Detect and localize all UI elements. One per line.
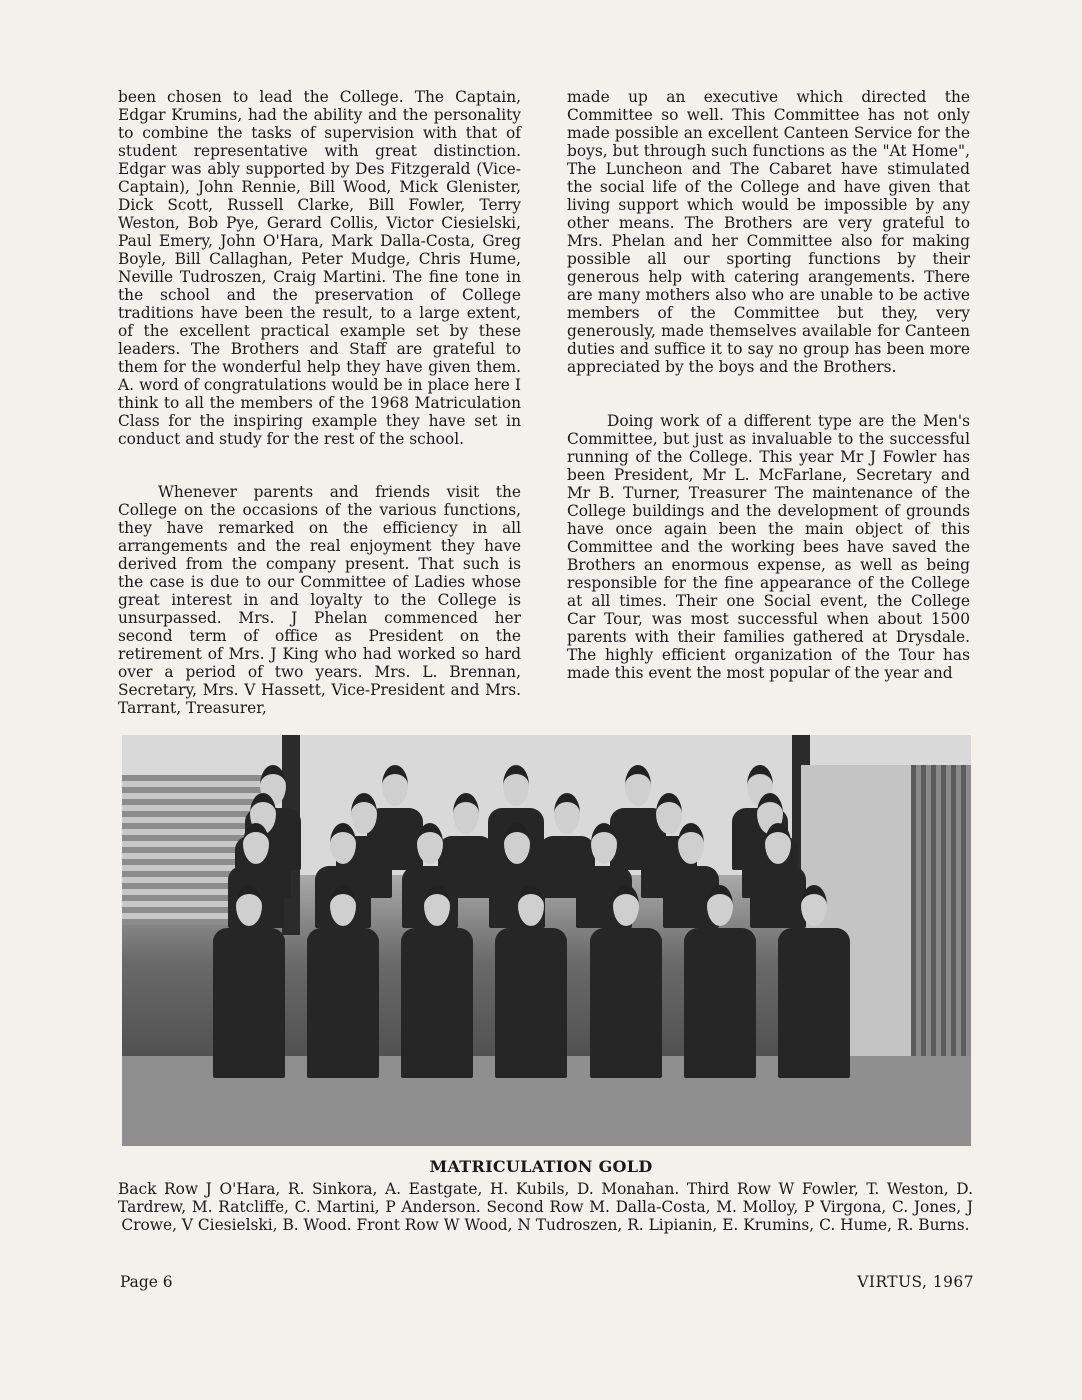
- photo-front-row: [202, 885, 861, 1078]
- left-paragraph-1: been chosen to lead the College. The Captain, Edgar Krumins, had the ability and the personality to combine the tasks of supervision with that of student representative with great distinction. Edgar was ably supported by Des Fitzgerald (Vice-Captain), John Rennie, Bill Wood, Mick Glenister, Dick Scott, Russell Clarke, Bill Fowler, Terry Weston, Bob Pye, Gerard Collis, Victor Ciesielski, Paul Emery, John O'Hara, Mark Dalla-Costa, Greg Boyle, Bill Callaghan, Peter Mudge, Chris Hume, Neville Tudroszen, Craig Martini. The fine tone in the school and the preservation of College traditions have been the result, to a large extent, of the excellent practical example set by these leaders. The Brothers and Staff are grateful to them for the wonderful help they have given them. A. word of congratulations would be in place here I think to all the members of the 1968 Matriculation Class for the inspiring example they have set in conduct and study for the rest of the school.: [118, 88, 521, 448]
- student-figure: [680, 885, 760, 1078]
- student-figure: [303, 885, 383, 1078]
- caption-title: MATRICULATION GOLD: [429, 1157, 653, 1176]
- student-figure: [209, 885, 289, 1078]
- group-photo: [122, 735, 971, 1146]
- student-figure: [586, 885, 666, 1078]
- photo-brick-wall: [911, 765, 971, 1065]
- page-number: Page 6: [120, 1273, 173, 1291]
- left-column: [118, 88, 521, 717]
- right-paragraph-2: Doing work of a different type are the Men's Committee, but just as invaluable to the successful running of the College. This year Mr J Fowler has been President, Mr L. McFarlane, Secretary and Mr B. Turner, Treasurer The maintenance of the College buildings and the development of grounds have once again been the main object of this Committee and the working bees have saved the Brothers an enormous expense, as well as being responsible for the fine appearance of the College at all times. Their one Social event, the College Car Tour, was most successful when about 1500 parents with their families gathered at Drysdale. The highly efficient organization of the Tour has made this event the most popular of the year and: [567, 412, 970, 682]
- right-column: [567, 88, 970, 682]
- left-paragraph-2: Whenever parents and friends visit the College on the occasions of the various functions, they have remarked on the efficiency in all arrangements and the real enjoyment they have derived from the company present. That such is the case is due to our Committee of Ladies whose great interest in and loyalty to the College is unsurpassed. Mrs. J Phelan commenced her second term of office as President on the retirement of Mrs. J King who had worked so hard over a period of two years. Mrs. L. Brennan, Secretary, Mrs. V Hassett, Vice-President and Mrs. Tarrant, Treasurer,: [118, 483, 521, 717]
- right-paragraph-1: made up an executive which directed the Committee so well. This Committee has not only made possible an excellent Canteen Service for the boys, but through such functions as the "At Home", The Luncheon and The Cabaret have stimulated the social life of the College and have given that living support which would be impossible by any other means. The Brothers are very grateful to Mrs. Phelan and her Committee also for making possible all our sporting functions by their generous help with catering arangements. There are many mothers also who are unable to be active members of the Committee but they, very generously, made themselves available for Canteen duties and suffice it to say no group has been more appreciated by the boys and the Brothers.: [567, 88, 970, 376]
- student-figure: [491, 885, 571, 1078]
- student-figure: [774, 885, 854, 1078]
- publication-title: VIRTUS, 1967: [857, 1273, 974, 1291]
- caption-text: Back Row J O'Hara, R. Sinkora, A. Eastgate, H. Kubils, D. Monahan. Third Row W Fowler, T. Weston, D. Tardrew, M. Ratcliffe, C. Martini, P Anderson. Second Row M. Dalla-Costa, M. Molloy, P Virgona, C. Jones, J Crowe, V Ciesielski, B. Wood. Front Row W Wood, N Tudroszen, R. Lipianin, E. Krumins, C. Hume, R. Burns.: [118, 1180, 973, 1234]
- student-figure: [397, 885, 477, 1078]
